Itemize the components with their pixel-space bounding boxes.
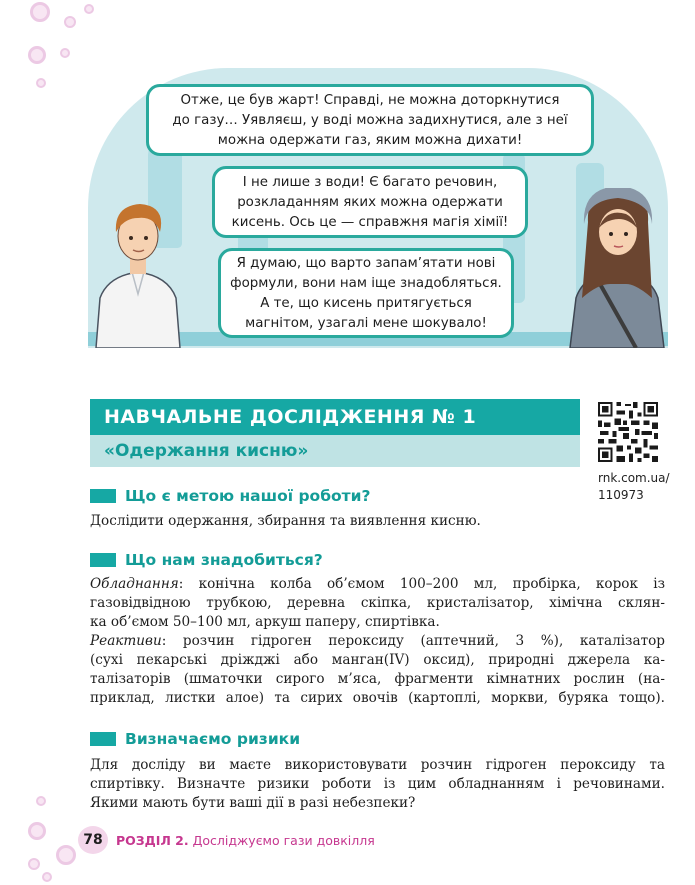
goal-heading bbox=[90, 485, 371, 507]
decor-dot bbox=[28, 46, 46, 64]
section-subtitle: «Одержання кисню» bbox=[90, 435, 580, 467]
goal-text-block bbox=[90, 512, 665, 531]
reagents-text: : розчин гідроген пероксиду (аптечний, 3 %), каталізатор bbox=[161, 633, 665, 649]
boy-character bbox=[88, 198, 188, 348]
decor-dot bbox=[28, 822, 46, 840]
reagents-label: Реактиви bbox=[90, 633, 162, 649]
heading-marker bbox=[90, 489, 116, 503]
dialogue-illustration bbox=[88, 68, 668, 353]
bubble-line: формули, вони нам іще знадобляться. bbox=[230, 276, 502, 291]
equipment-line: ка об’ємом 50–100 мл, аркуш паперу, спиртівка. bbox=[90, 614, 440, 630]
bubble-line: А те, що кисень притягується bbox=[260, 296, 472, 311]
reagents-line: приклад, листки алое) та сирих овочів (картоплі, моркви, буряка тощо). bbox=[90, 690, 665, 706]
heading-marker bbox=[90, 553, 116, 567]
risks-line: спиртівку. Визначте ризики роботи із цим обладнанням і речовинами. bbox=[90, 776, 665, 792]
equipment-line: газовідвідною трубкою, деревна скіпка, кристалізатор, хімічна склян- bbox=[90, 595, 665, 611]
bubble-line: Я думаю, що варто запам’ятати нові bbox=[236, 256, 496, 271]
goal-heading-text: Що є метою нашої роботи? bbox=[125, 487, 371, 505]
speech-bubble-boy-2 bbox=[218, 248, 514, 338]
bubble-line: І не лише з води! Є багато речовин, bbox=[242, 175, 498, 190]
page-footer bbox=[78, 826, 375, 854]
risks-text-block bbox=[90, 756, 665, 813]
equipment-line bbox=[90, 575, 665, 594]
decor-dot bbox=[64, 16, 76, 28]
bubble-line: розкладанням яких можна одержати bbox=[237, 195, 503, 210]
decor-dot bbox=[60, 48, 70, 58]
bubble-line: магнітом, узагалі мене шокувало! bbox=[245, 316, 487, 331]
speech-bubble-boy-1 bbox=[146, 84, 594, 156]
girl-character bbox=[566, 188, 668, 348]
equipment-label: Обладнання bbox=[90, 576, 179, 592]
chapter-title: Досліджуємо гази довкілля bbox=[192, 832, 375, 848]
risks-line: Якими мають бути ваші дії в разі небезпеки? bbox=[90, 795, 416, 811]
decor-dot bbox=[42, 872, 52, 882]
heading-marker bbox=[90, 732, 116, 746]
page-number: 78 bbox=[78, 826, 108, 854]
equipment-text: : конічна колба об’ємом 100–200 мл, пробірка, корок із bbox=[178, 576, 665, 592]
decor-dot bbox=[28, 858, 40, 870]
decor-dot bbox=[36, 78, 46, 88]
qr-link-line: 110973 bbox=[598, 488, 644, 502]
speech-bubble-girl bbox=[212, 166, 528, 238]
reagents-line bbox=[90, 632, 665, 651]
decor-dot bbox=[30, 2, 50, 22]
needs-heading bbox=[90, 549, 323, 571]
reagents-line: (сухі пекарські дріжджі або манган(IV) оксид), природні джерела ка- bbox=[90, 652, 665, 668]
bubble-line: Отже, це був жарт! Справді, не можна доторкнутися bbox=[180, 93, 560, 108]
bubble-line: кисень. Ось це — справжня магія хімії! bbox=[231, 215, 509, 230]
qr-link[interactable] bbox=[598, 470, 670, 504]
qr-link-line: rnk.com.ua/ bbox=[598, 471, 670, 485]
decor-dot bbox=[56, 845, 76, 865]
decor-dot bbox=[36, 796, 46, 806]
qr-code-icon[interactable] bbox=[598, 402, 658, 462]
risks-heading-text: Визначаємо ризики bbox=[125, 730, 301, 748]
needs-text-block bbox=[90, 575, 665, 708]
needs-heading-text: Що нам знадобиться? bbox=[125, 551, 323, 569]
bubble-line: можна одержати газ, яким можна дихати! bbox=[217, 133, 523, 148]
bubble-line: до газу… Уявляєш, у воді можна задихнутися, але з неї bbox=[172, 113, 568, 128]
decor-dot bbox=[84, 4, 94, 14]
reagents-line: талізаторів (шматочки сирого м’яса, фрагменти кімнатних рослин (на- bbox=[90, 671, 665, 687]
risks-heading bbox=[90, 728, 300, 750]
goal-text: Дослідити одержання, збирання та виявлення кисню. bbox=[90, 513, 481, 529]
risks-line: Для досліду ви маєте використовувати розчин гідроген пероксиду та bbox=[90, 757, 665, 773]
section-title: НАВЧАЛЬНЕ ДОСЛІДЖЕННЯ № 1 bbox=[90, 399, 580, 435]
chapter-label: РОЗДІЛ 2. bbox=[116, 832, 189, 848]
